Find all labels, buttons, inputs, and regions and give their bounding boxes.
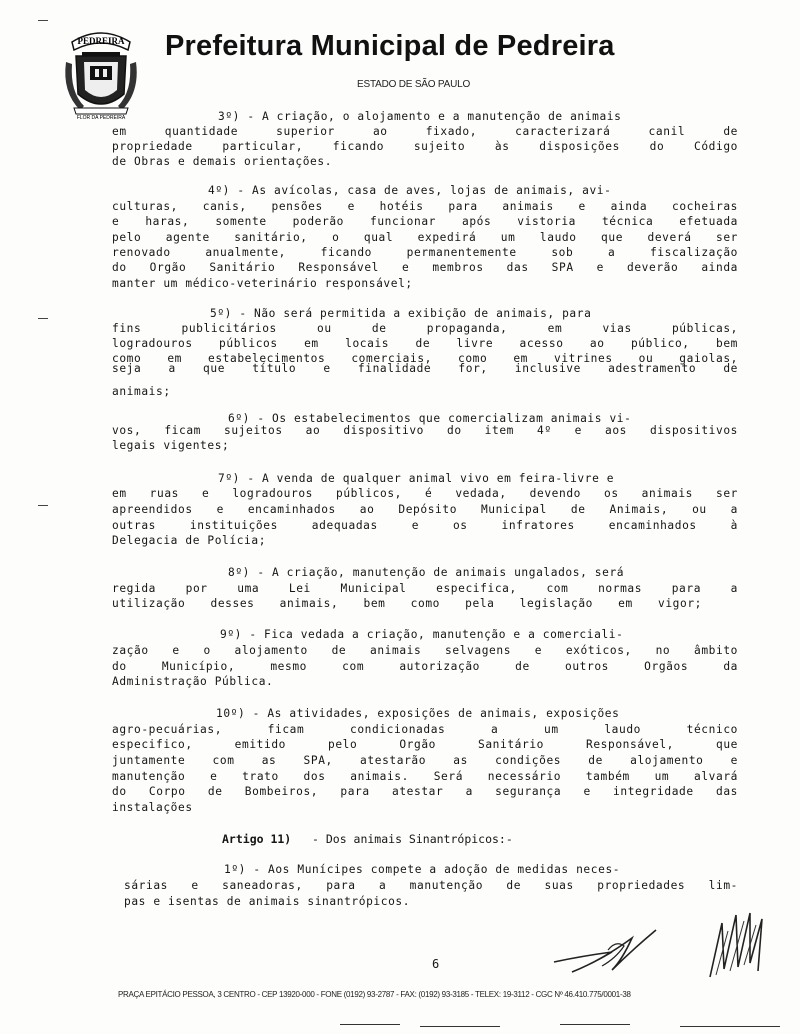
p9-line-3: Administração Pública. (112, 675, 274, 688)
p7-line-0: 7º) - A venda de qualquer animal vivo em feira-livre e (218, 472, 615, 485)
article-11-subtitle: - Dos animais Sinantrópicos:- (312, 832, 513, 846)
municipal-crest-logo (62, 22, 140, 126)
art11-p1-line-0: 1º) - Aos Munícipes compete a adoção de medidas neces- (224, 863, 621, 876)
p4-line-0: 4º) - As avícolas, casa de aves, lojas de animais, avi- (208, 184, 612, 197)
p5-line-1: fins publicitários ou de propaganda, em vias públicas, (112, 322, 738, 335)
state-subtitle: ESTADO DE SÃO PAULO (357, 79, 471, 90)
p10-line-5: do Corpo de Bombeiros, para atestar a segurança e integridade das (112, 785, 738, 798)
p4-line-1: culturas, canis, pensões e hotéis para animais e ainda cocheiras (112, 200, 738, 213)
p6-line-2: legais vigentes; (112, 439, 230, 452)
footer-address: PRAÇA EPITÁCIO PESSOA, 3 CENTRO - CEP 13920-000 - FONE (0192) 93-2787 - FAX: (0192) 93-3185 - TELEX: 19-3112 - CGC Nº 46.410.775/0001-38 (118, 990, 631, 999)
p10-line-4: manutenção e trato dos animais. Será necessário também um alvará (112, 770, 738, 783)
signature-1 (552, 920, 662, 980)
p4-line-3: pelo agente sanitário, o qual expedirá um laudo que deverá ser (112, 231, 738, 244)
p10-line-6: instalações (112, 801, 193, 814)
p9-line-2: do Município, mesmo com autorização de outros Orgãos da (112, 660, 738, 673)
p3-line-0: 3º) - A criação, o alojamento e a manutenção de animais (218, 110, 622, 123)
p9-line-1: zação e o alojamento de animais selvagens e exóticos, no âmbito (112, 644, 738, 657)
p6-line-1: vos, ficam sujeitos ao dispositivo do item 4º e aos dispositivos (112, 424, 738, 437)
p8-line-1: regida por uma Lei Municipal especifica, com normas para a (112, 582, 738, 595)
p3-line-3: de Obras e demais orientações. (112, 155, 333, 168)
p8-line-0: 8º) - A criação, manutenção de animais ungalados, será (228, 566, 625, 579)
art11-p1-line-2: pas e isentas de animais sinantrópicos. (124, 895, 411, 908)
p7-line-2: apreendidos e encaminhados ao Depósito Municipal de Animais, ou a (112, 503, 738, 516)
art11-p1-line-1: sárias e saneadoras, para a manutenção de suas propriedades lim- (124, 879, 738, 892)
margin-mark (38, 20, 48, 21)
p4-line-2: e haras, somente poderão funcionar após vistoria técnica efetuada (112, 215, 738, 228)
page-title: Prefeitura Municipal de Pedreira (165, 30, 615, 62)
p10-line-3: juntamente com as SPA, atestarão as condições de alojamento e (112, 754, 738, 767)
page-number: 6 (432, 957, 440, 971)
margin-mark (38, 505, 48, 506)
scan-edge-line (560, 1024, 630, 1025)
p10-line-2: especifico, emitido pelo Orgão Sanitário Responsável, que (112, 738, 738, 751)
p7-line-1: em ruas e logradouros públicos, é vedada, devendo os animais ser (112, 487, 738, 500)
p8-line-2: utilização desses animais, bem como pela legislação em vigor; (112, 597, 702, 610)
p10-line-0: 10º) - As atividades, exposições de animais, exposições (216, 707, 620, 720)
p9-line-0: 9º) - Fica vedada a criação, manutenção e a comerciali- (220, 628, 624, 641)
p6-line-0: 6º) - Os estabelecimentos que comercializam animais vi- (228, 412, 632, 425)
p3-line-1: em quantidade superior ao fixado, caracterizará canil de (112, 125, 738, 138)
scan-edge-line (420, 1026, 500, 1027)
crest-banner-text: PEDREIRA (77, 36, 125, 46)
p10-line-1: agro-pecuárias, ficam condicionadas a um laudo técnico (112, 723, 738, 736)
article-11-title: Artigo 11) (222, 832, 292, 846)
p5-line-3: como em estabelecimentos comerciais, como em vitrines ou gaiolas, (112, 352, 738, 365)
crest-motto-text: FLOR DA PEDREIRA (76, 115, 126, 121)
p4-line-5: do Orgão Sanitário Responsável e membros das SPA e deverão ainda (112, 261, 738, 274)
p4-line-6: manter um médico-veterinário responsável; (112, 277, 413, 290)
signature-2 (700, 905, 780, 985)
p3-line-2: propriedade particular, ficando sujeito às disposições do Código (112, 140, 738, 153)
p5-line-2: logradouros públicos em locais de livre acesso ao público, bem (112, 337, 738, 350)
scan-edge-line (680, 1026, 780, 1027)
p5-line-4: seja a que título e finalidade for, inclusive adestramento de (112, 362, 738, 375)
scan-edge-line (340, 1024, 400, 1025)
p5-line-5: animais; (112, 385, 171, 398)
p7-line-3: outras instituições adequadas e os infratores encaminhados à (112, 519, 738, 532)
margin-mark (38, 318, 48, 319)
p7-line-4: Delegacia de Polícia; (112, 534, 267, 547)
p4-line-4: renovado anualmente, ficando permanentemente sob a fiscalização (112, 246, 738, 259)
p5-line-0: 5º) - Não será permitida a exibição de animais, para (210, 307, 592, 320)
